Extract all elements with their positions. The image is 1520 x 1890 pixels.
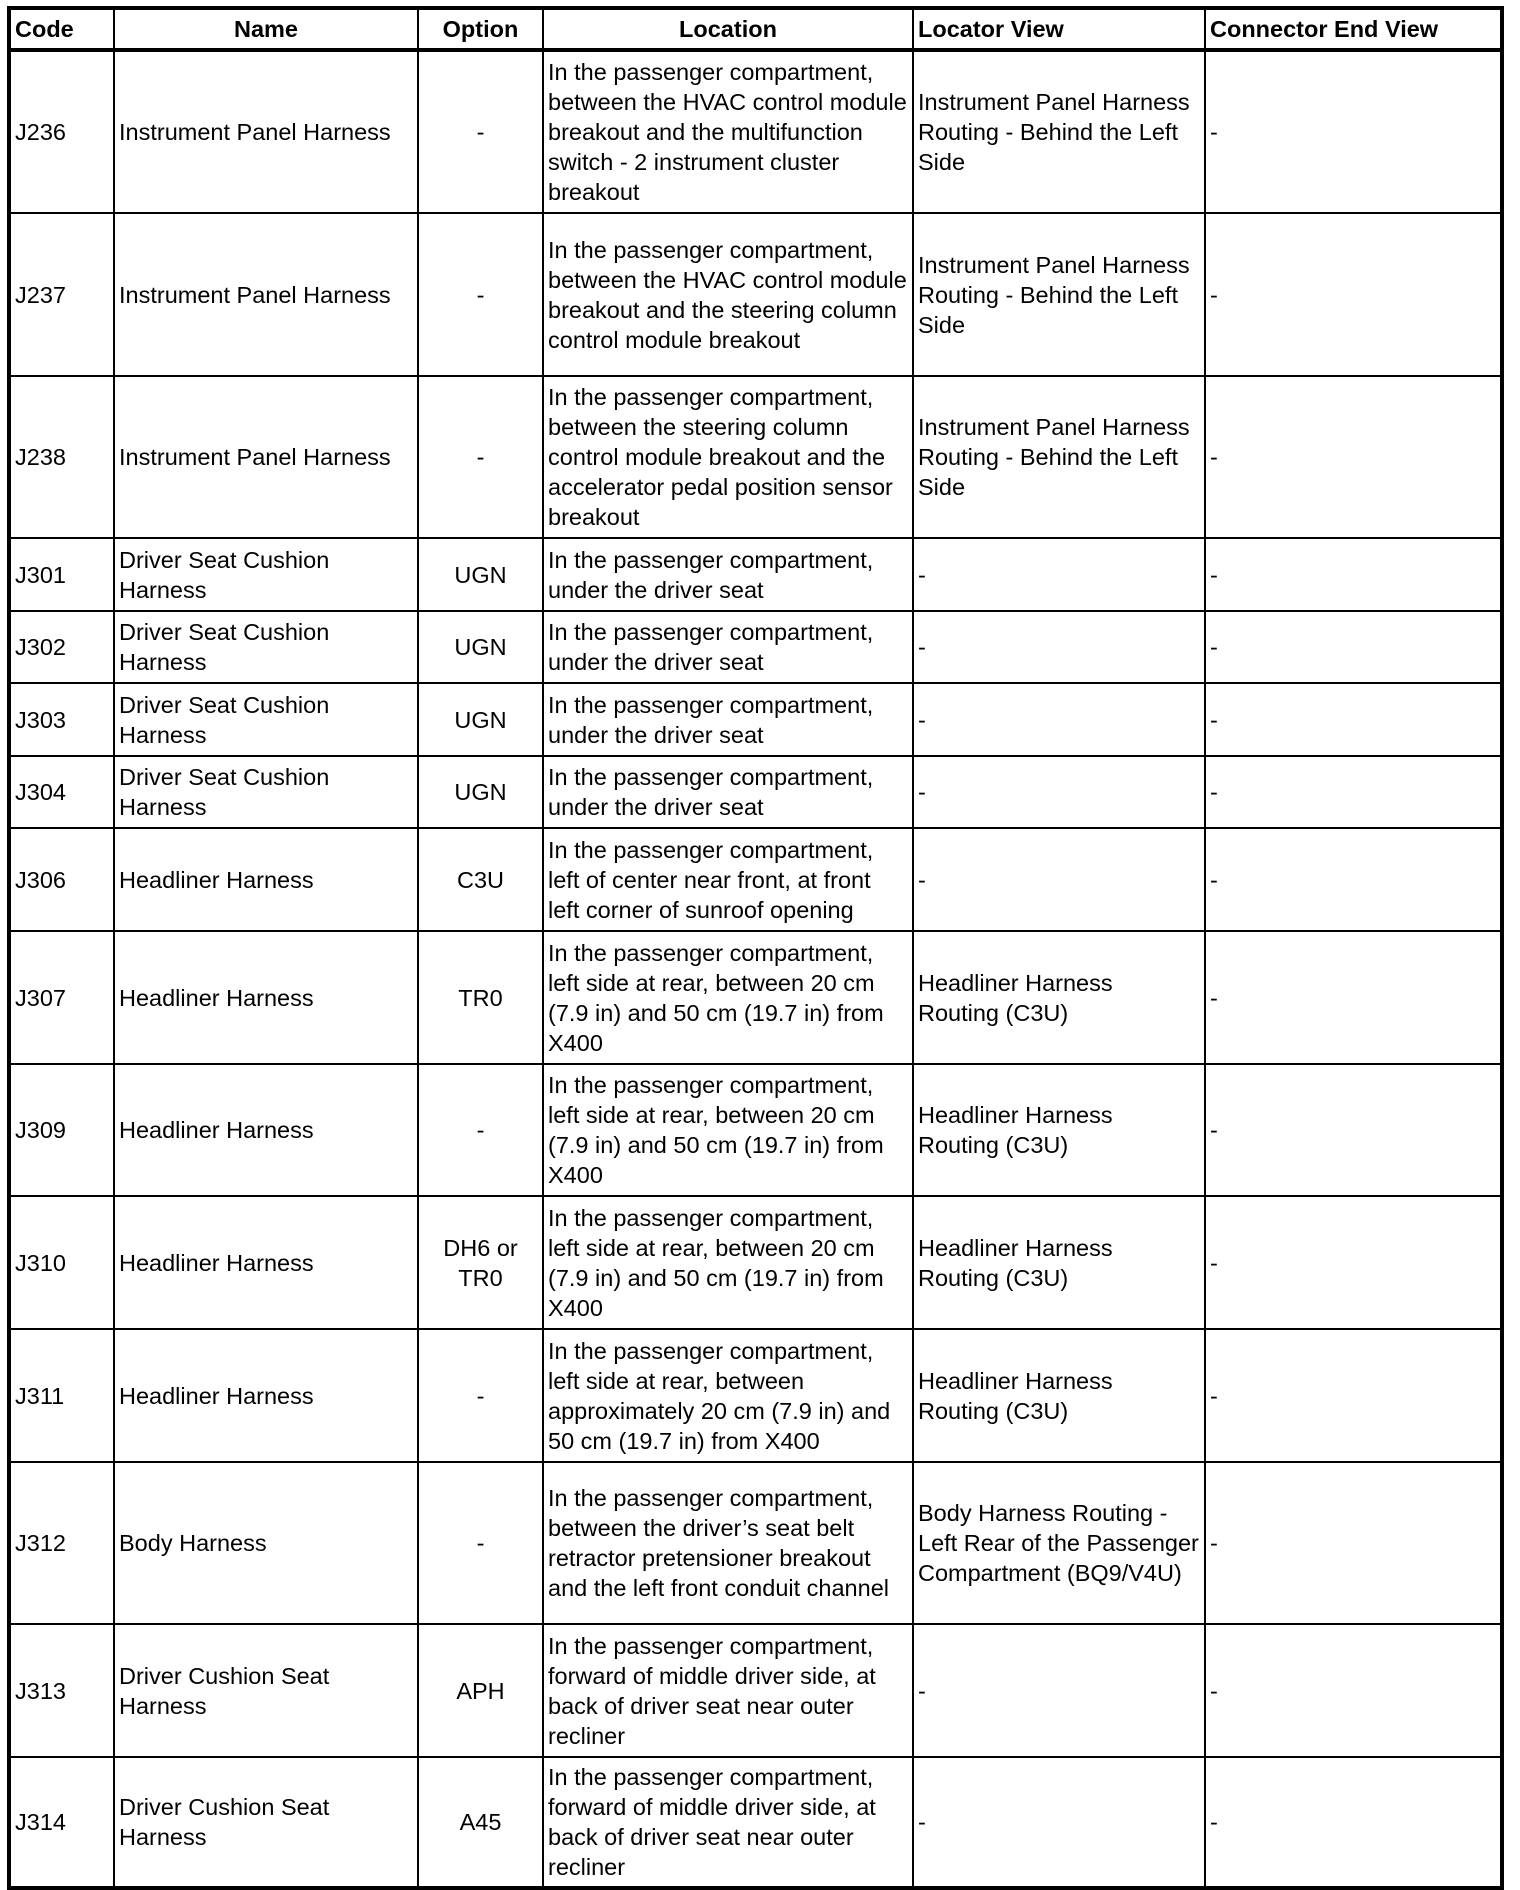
- cell-code: J312: [9, 1462, 114, 1624]
- cell-location: In the passenger compartment, under the driver seat: [543, 538, 913, 611]
- cell-locator-view: -: [913, 1624, 1205, 1757]
- cell-code: J238: [9, 376, 114, 538]
- cell-connector-end-view: -: [1205, 376, 1502, 538]
- cell-locator-view: Body Harness Routing - Left Rear of the Passenger Compartment (BQ9/V4U): [913, 1462, 1205, 1624]
- connector-table: [7, 6, 1504, 1890]
- cell-code: J303: [9, 683, 114, 756]
- cell-option: DH6 or TR0: [418, 1196, 543, 1329]
- cell-option: -: [418, 376, 543, 538]
- cell-location: In the passenger compartment, left side at rear, between 20 cm (7.9 in) and 50 cm (19.7 in) from X400: [543, 1196, 913, 1329]
- cell-name: Driver Seat Cushion Harness: [114, 611, 418, 683]
- cell-location: In the passenger compartment, between the steering column control module breakout and the accelerator pedal position sensor breakout: [543, 376, 913, 538]
- table-row: [9, 1462, 1502, 1624]
- cell-code: J302: [9, 611, 114, 683]
- cell-code: J306: [9, 828, 114, 931]
- table-row: [9, 213, 1502, 376]
- cell-name: Driver Seat Cushion Harness: [114, 756, 418, 828]
- cell-locator-view: Headliner Harness Routing (C3U): [913, 931, 1205, 1064]
- header-locator-view: Locator View: [913, 8, 1205, 50]
- header-location: Location: [543, 8, 913, 50]
- cell-code: J301: [9, 538, 114, 611]
- table-row: [9, 50, 1502, 213]
- cell-name: Instrument Panel Harness: [114, 50, 418, 213]
- cell-option: -: [418, 213, 543, 376]
- header-connector-end-view: Connector End View: [1205, 8, 1502, 50]
- cell-locator-view: Instrument Panel Harness Routing - Behind the Left Side: [913, 213, 1205, 376]
- cell-location: In the passenger compartment, between the driver’s seat belt retractor pretensioner breakout and the left front conduit channel: [543, 1462, 913, 1624]
- cell-name: Driver Seat Cushion Harness: [114, 683, 418, 756]
- cell-location: In the passenger compartment, left side at rear, between 20 cm (7.9 in) and 50 cm (19.7 in) from X400: [543, 931, 913, 1064]
- cell-connector-end-view: -: [1205, 1329, 1502, 1462]
- cell-code: J311: [9, 1329, 114, 1462]
- cell-code: J236: [9, 50, 114, 213]
- table-row: [9, 376, 1502, 538]
- cell-connector-end-view: -: [1205, 683, 1502, 756]
- cell-connector-end-view: -: [1205, 1064, 1502, 1196]
- cell-locator-view: Instrument Panel Harness Routing - Behind the Left Side: [913, 50, 1205, 213]
- cell-location: In the passenger compartment, left side at rear, between approximately 20 cm (7.9 in) and 50 cm (19.7 in) from X400: [543, 1329, 913, 1462]
- cell-location: In the passenger compartment, between the HVAC control module breakout and the steering column control module breakout: [543, 213, 913, 376]
- cell-location: In the passenger compartment, under the driver seat: [543, 683, 913, 756]
- cell-code: J309: [9, 1064, 114, 1196]
- cell-option: UGN: [418, 538, 543, 611]
- cell-name: Driver Cushion Seat Harness: [114, 1757, 418, 1888]
- header-name: Name: [114, 8, 418, 50]
- cell-name: Instrument Panel Harness: [114, 213, 418, 376]
- table-row: [9, 1329, 1502, 1462]
- cell-connector-end-view: -: [1205, 611, 1502, 683]
- cell-connector-end-view: -: [1205, 538, 1502, 611]
- cell-locator-view: -: [913, 756, 1205, 828]
- cell-locator-view: Instrument Panel Harness Routing - Behind the Left Side: [913, 376, 1205, 538]
- cell-connector-end-view: -: [1205, 756, 1502, 828]
- cell-name: Driver Seat Cushion Harness: [114, 538, 418, 611]
- table-row: [9, 756, 1502, 828]
- cell-name: Headliner Harness: [114, 1196, 418, 1329]
- cell-location: In the passenger compartment, under the driver seat: [543, 756, 913, 828]
- cell-option: UGN: [418, 756, 543, 828]
- table-row: [9, 611, 1502, 683]
- header-code: Code: [9, 8, 114, 50]
- cell-locator-view: -: [913, 538, 1205, 611]
- cell-connector-end-view: -: [1205, 1757, 1502, 1888]
- cell-connector-end-view: -: [1205, 50, 1502, 213]
- table-row: [9, 931, 1502, 1064]
- cell-locator-view: -: [913, 828, 1205, 931]
- cell-name: Body Harness: [114, 1462, 418, 1624]
- cell-location: In the passenger compartment, under the driver seat: [543, 611, 913, 683]
- cell-connector-end-view: -: [1205, 828, 1502, 931]
- cell-connector-end-view: -: [1205, 1624, 1502, 1757]
- table-row: [9, 828, 1502, 931]
- cell-location: In the passenger compartment, between the HVAC control module breakout and the multifunction switch - 2 instrument cluster breakout: [543, 50, 913, 213]
- cell-location: In the passenger compartment, left of center near front, at front left corner of sunroof opening: [543, 828, 913, 931]
- cell-option: TR0: [418, 931, 543, 1064]
- header-option: Option: [418, 8, 543, 50]
- cell-name: Headliner Harness: [114, 931, 418, 1064]
- cell-name: Headliner Harness: [114, 828, 418, 931]
- cell-connector-end-view: -: [1205, 1462, 1502, 1624]
- cell-option: APH: [418, 1624, 543, 1757]
- cell-option: UGN: [418, 683, 543, 756]
- cell-option: C3U: [418, 828, 543, 931]
- cell-connector-end-view: -: [1205, 213, 1502, 376]
- table-row: [9, 538, 1502, 611]
- header-row: [9, 8, 1502, 50]
- cell-code: J314: [9, 1757, 114, 1888]
- cell-option: UGN: [418, 611, 543, 683]
- cell-locator-view: -: [913, 611, 1205, 683]
- cell-name: Headliner Harness: [114, 1064, 418, 1196]
- cell-location: In the passenger compartment, left side at rear, between 20 cm (7.9 in) and 50 cm (19.7 in) from X400: [543, 1064, 913, 1196]
- cell-option: A45: [418, 1757, 543, 1888]
- cell-location: In the passenger compartment, forward of middle driver side, at back of driver seat near outer recliner: [543, 1624, 913, 1757]
- cell-name: Headliner Harness: [114, 1329, 418, 1462]
- cell-code: J313: [9, 1624, 114, 1757]
- cell-connector-end-view: -: [1205, 1196, 1502, 1329]
- cell-name: Driver Cushion Seat Harness: [114, 1624, 418, 1757]
- cell-code: J237: [9, 213, 114, 376]
- table-row: [9, 683, 1502, 756]
- cell-locator-view: Headliner Harness Routing (C3U): [913, 1064, 1205, 1196]
- cell-option: -: [418, 1462, 543, 1624]
- cell-locator-view: -: [913, 683, 1205, 756]
- cell-code: J310: [9, 1196, 114, 1329]
- cell-option: -: [418, 1329, 543, 1462]
- cell-locator-view: Headliner Harness Routing (C3U): [913, 1329, 1205, 1462]
- table-row: [9, 1064, 1502, 1196]
- table-row: [9, 1196, 1502, 1329]
- cell-locator-view: Headliner Harness Routing (C3U): [913, 1196, 1205, 1329]
- table-row: [9, 1624, 1502, 1757]
- cell-connector-end-view: -: [1205, 931, 1502, 1064]
- table-row: [9, 1757, 1502, 1888]
- cell-location: In the passenger compartment, forward of middle driver side, at back of driver seat near outer recliner: [543, 1757, 913, 1888]
- cell-name: Instrument Panel Harness: [114, 376, 418, 538]
- cell-locator-view: -: [913, 1757, 1205, 1888]
- cell-code: J307: [9, 931, 114, 1064]
- cell-code: J304: [9, 756, 114, 828]
- cell-option: -: [418, 1064, 543, 1196]
- cell-option: -: [418, 50, 543, 213]
